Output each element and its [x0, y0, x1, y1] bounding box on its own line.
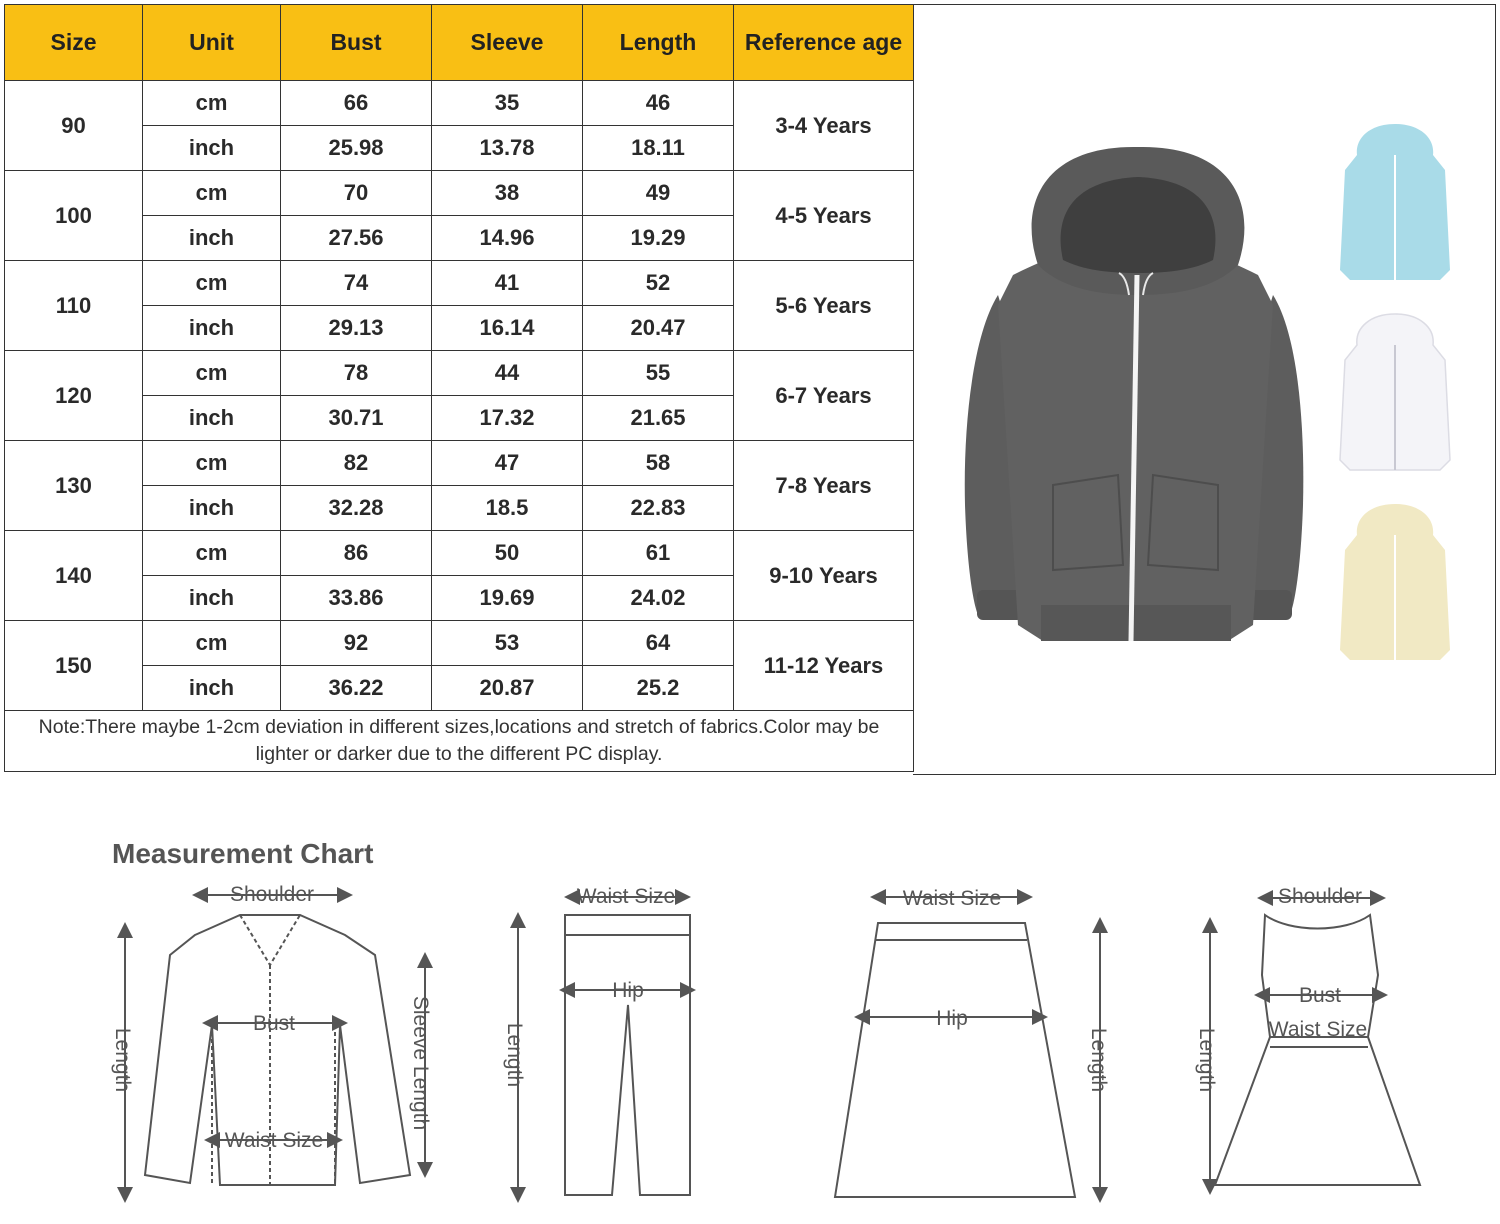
color-swatch-white: [1340, 314, 1450, 470]
table-note: Note:There maybe 1-2cm deviation in different sizes,locations and stretch of fabrics.Color may be lighter or darker due to the different PC display.: [5, 711, 914, 772]
shirt-length-label: Length: [111, 1027, 134, 1093]
value-cell: 46: [583, 81, 734, 126]
pants-length-label: Length: [503, 1022, 526, 1088]
hoodie-illustration: [913, 5, 1496, 776]
dress-shoulder-label: Shoulder: [1277, 885, 1363, 908]
header-length: Length: [583, 5, 734, 81]
size-cell: 110: [5, 261, 143, 351]
measurement-diagrams: [0, 775, 1500, 1224]
value-cell: 21.65: [583, 396, 734, 441]
header-unit: Unit: [143, 5, 281, 81]
unit-cell: inch: [143, 216, 281, 261]
unit-cell: cm: [143, 621, 281, 666]
table-row: [5, 81, 914, 126]
unit-cell: inch: [143, 576, 281, 621]
value-cell: 86: [281, 531, 432, 576]
skirt-length-label: Length: [1087, 1027, 1110, 1093]
value-cell: 44: [432, 351, 583, 396]
skirt-hip-label: Hip: [936, 1007, 968, 1030]
skirt-waist-label: Waist Size: [902, 887, 1002, 910]
unit-cell: cm: [143, 441, 281, 486]
value-cell: 66: [281, 81, 432, 126]
size-cell: 100: [5, 171, 143, 261]
size-cell: 130: [5, 441, 143, 531]
value-cell: 27.56: [281, 216, 432, 261]
color-swatch-cream: [1340, 504, 1450, 660]
pants-hip-label: Hip: [612, 979, 644, 1002]
age-cell: 7-8 Years: [734, 441, 914, 531]
value-cell: 24.02: [583, 576, 734, 621]
unit-cell: inch: [143, 666, 281, 711]
value-cell: 18.11: [583, 126, 734, 171]
pants-diagram: [518, 897, 690, 1195]
value-cell: 13.78: [432, 126, 583, 171]
unit-cell: inch: [143, 396, 281, 441]
measurement-chart-title: Measurement Chart: [112, 838, 374, 869]
shirt-shoulder-label: Shoulder: [229, 883, 315, 906]
dress-waist-label: Waist Size: [1268, 1018, 1368, 1041]
value-cell: 52: [583, 261, 734, 306]
table-row: [5, 351, 914, 396]
unit-cell: inch: [143, 486, 281, 531]
value-cell: 30.71: [281, 396, 432, 441]
value-cell: 64: [583, 621, 734, 666]
value-cell: 36.22: [281, 666, 432, 711]
age-cell: 5-6 Years: [734, 261, 914, 351]
shirt-bust-label: Bust: [252, 1012, 296, 1035]
value-cell: 18.5: [432, 486, 583, 531]
unit-cell: cm: [143, 81, 281, 126]
value-cell: 41: [432, 261, 583, 306]
value-cell: 32.28: [281, 486, 432, 531]
value-cell: 82: [281, 441, 432, 486]
dress-length-label: Length: [1195, 1027, 1218, 1093]
shirt-sleeve-label: Sleeve Length: [409, 995, 432, 1131]
table-row: [5, 441, 914, 486]
color-swatch-light-blue: [1340, 124, 1450, 280]
table-note-row: [5, 711, 914, 772]
size-cell: 150: [5, 621, 143, 711]
value-cell: 55: [583, 351, 734, 396]
age-cell: 6-7 Years: [734, 351, 914, 441]
value-cell: 20.87: [432, 666, 583, 711]
unit-cell: cm: [143, 171, 281, 216]
product-image-panel: [913, 4, 1496, 775]
age-cell: 11-12 Years: [734, 621, 914, 711]
value-cell: 74: [281, 261, 432, 306]
value-cell: 17.32: [432, 396, 583, 441]
value-cell: 49: [583, 171, 734, 216]
header-bust: Bust: [281, 5, 432, 81]
table-row: [5, 261, 914, 306]
unit-cell: inch: [143, 126, 281, 171]
value-cell: 53: [432, 621, 583, 666]
value-cell: 33.86: [281, 576, 432, 621]
shirt-waist-label: Waist Size: [224, 1129, 324, 1152]
value-cell: 38: [432, 171, 583, 216]
unit-cell: cm: [143, 531, 281, 576]
unit-cell: cm: [143, 261, 281, 306]
unit-cell: cm: [143, 351, 281, 396]
value-cell: 20.47: [583, 306, 734, 351]
header-reference-age: Reference age: [734, 5, 914, 81]
value-cell: 22.83: [583, 486, 734, 531]
value-cell: 29.13: [281, 306, 432, 351]
size-table: [4, 4, 914, 772]
value-cell: 58: [583, 441, 734, 486]
age-cell: 4-5 Years: [734, 171, 914, 261]
value-cell: 70: [281, 171, 432, 216]
age-cell: 3-4 Years: [734, 81, 914, 171]
dress-diagram: [1210, 898, 1420, 1187]
unit-cell: inch: [143, 306, 281, 351]
value-cell: 25.2: [583, 666, 734, 711]
pants-waist-label: Waist Size: [576, 885, 676, 908]
table-header-row: [5, 5, 914, 81]
value-cell: 19.69: [432, 576, 583, 621]
value-cell: 35: [432, 81, 583, 126]
value-cell: 25.98: [281, 126, 432, 171]
dress-bust-label: Bust: [1298, 984, 1342, 1007]
value-cell: 50: [432, 531, 583, 576]
header-size: Size: [5, 5, 143, 81]
table-row: [5, 621, 914, 666]
value-cell: 19.29: [583, 216, 734, 261]
main-hoodie-image: [965, 147, 1304, 641]
table-row: [5, 531, 914, 576]
skirt-diagram: [835, 897, 1100, 1197]
value-cell: 78: [281, 351, 432, 396]
value-cell: 47: [432, 441, 583, 486]
size-cell: 120: [5, 351, 143, 441]
value-cell: 92: [281, 621, 432, 666]
value-cell: 61: [583, 531, 734, 576]
value-cell: 16.14: [432, 306, 583, 351]
value-cell: 14.96: [432, 216, 583, 261]
header-sleeve: Sleeve: [432, 5, 583, 81]
age-cell: 9-10 Years: [734, 531, 914, 621]
table-row: [5, 171, 914, 216]
size-cell: 140: [5, 531, 143, 621]
size-cell: 90: [5, 81, 143, 171]
